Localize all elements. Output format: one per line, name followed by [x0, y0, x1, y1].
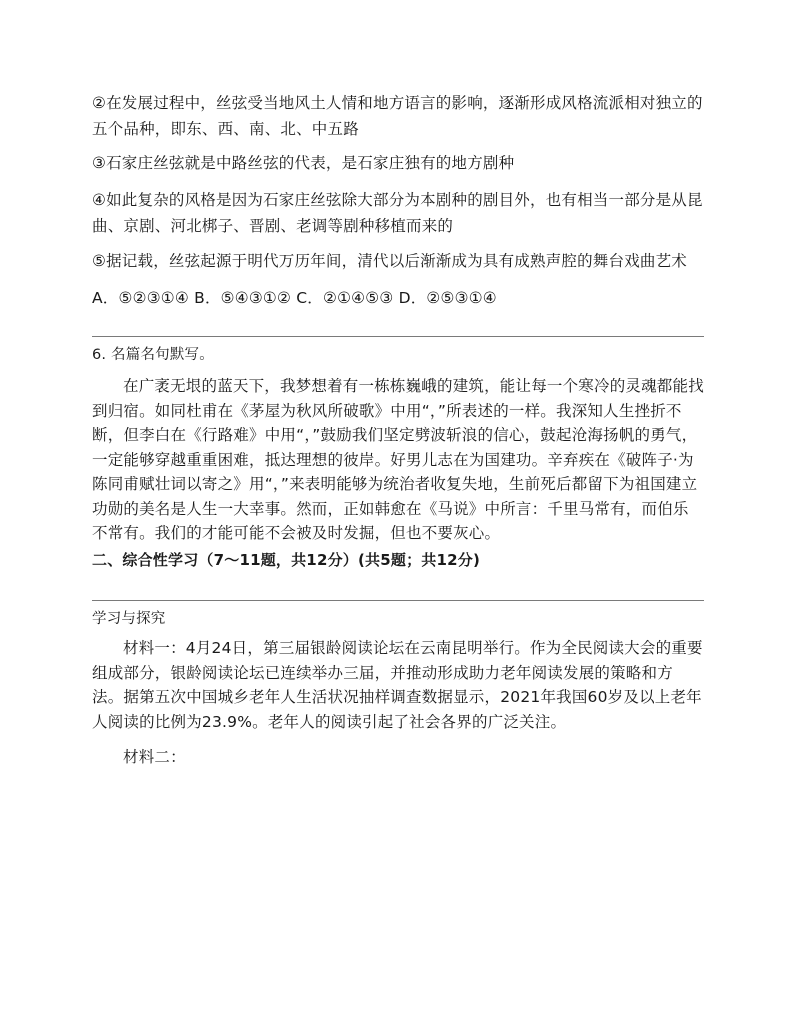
sentence-item-4: ④如此复杂的风格是因为石家庄丝弦除大部分为本剧种的剧目外，也有相当一部分是从昆曲、京剧、河北梆子、晋剧、老调等剧种移植而来的	[92, 191, 703, 235]
study-title: 学习与探究	[92, 611, 166, 627]
section-2-heading: 二、综合性学习（7～11题，共12分）(共5题；共12分)	[92, 551, 481, 569]
sentence-item-2: ②在发展过程中，丝弦受当地风土人情和地方语言的影响，逐渐形成风格流派相对独立的五个品种，即东、西、南、北、中五路	[92, 94, 703, 138]
sentence-item-5: ⑤据记载，丝弦起源于明代万历年间，清代以后渐渐成为具有成熟声腔的舞台戏曲艺术	[92, 252, 687, 270]
question-6-title: 6. 名篇名句默写。	[92, 347, 214, 363]
divider-line	[92, 600, 704, 601]
question-6-body: 在广袤无垠的蓝天下，我梦想着有一栋栋巍峨的建筑，能让每一个寒冷的灵魂都能找到归宿。如同杜甫在《茅屋为秋风所破歌》中用“，”所表述的一样。我深知人生挫折不断，但李白在《行路难》中用“，”鼓励我们坚定劈波斩浪的信心，鼓起沧海扬帆的勇气，一定能够穿越重重困难，抵达理想的彼岸。好男儿志在为国建功。辛弃疾在《破阵子·为陈同甫赋壮词以寄之》用“，”来表明能够为统治者收复失地，生前死后都留下为祖国建立功勋的美名是人生一大幸事。然而，正如韩愈在《马说》中所言：千里马常有，而伯乐不常有。我们的才能可能不会被及时发掘，但也不要灰心。	[92, 377, 704, 542]
answer-options: A．⑤②③①④ B．⑤④③①② C．②①④⑤③ D．②⑤③①④	[92, 289, 497, 307]
material-2: 材料二：	[123, 748, 186, 766]
material-1: 材料一：4月24日，第三届银龄阅读论坛在云南昆明举行。作为全民阅读大会的重要组成部分，银龄阅读论坛已连续举办三届，并推动形成助力老年阅读发展的策略和方法。据第五次中国城乡老年人生活状况抽样调查数据显示，2021年我国60岁及以上老年人阅读的比例为23.9%。老年人的阅读引起了社会各界的广泛关注。	[92, 639, 703, 731]
divider-line	[92, 336, 704, 337]
sentence-item-3: ③石家庄丝弦就是中路丝弦的代表，是石家庄独有的地方剧种	[92, 154, 515, 172]
